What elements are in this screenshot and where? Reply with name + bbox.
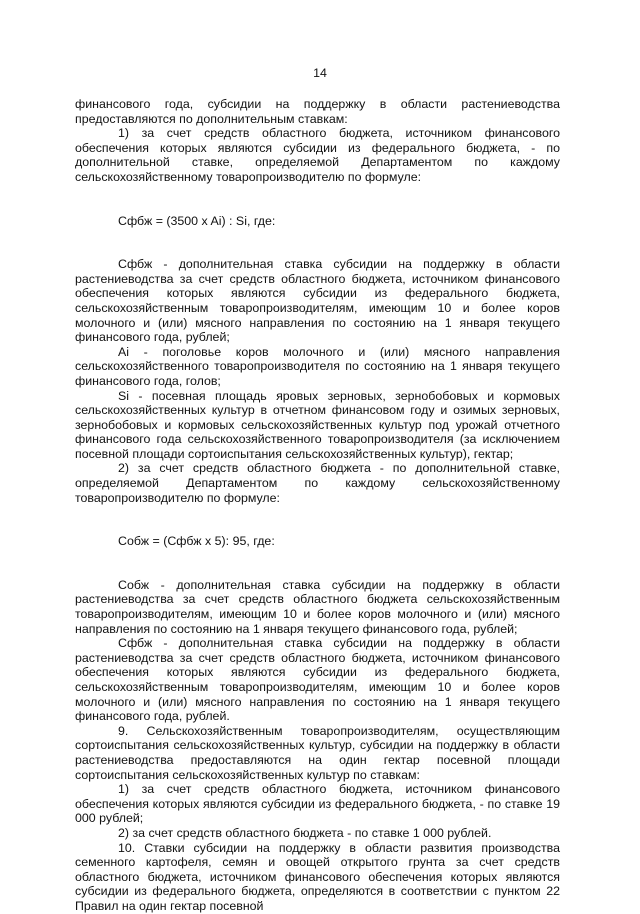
spacer — [75, 505, 560, 534]
paragraph-item-2: 2) за счет средств областного бюджета - по дополнительной ставке, определяемой Департаментом по каждому сельскохозяйственному товаропроизводителю по формуле: — [75, 461, 560, 505]
page-number: 14 — [313, 66, 327, 80]
document-body — [75, 97, 560, 914]
formula-sfbzh: Сфбж = (3500 x Ai) : Si, где: — [118, 213, 276, 228]
definition-sfbzh-2: Сфбж - дополнительная ставка субсидии на поддержку в области растениеводства за счет средств областного бюджета, источником финансового обеспечения которых являются субсидии из федерального бюджета, сельскохозяйственным товаропроизводителям, имеющим 10 и более коров молочного и (или) мясного направления по состоянию на 1 января текущего финансового года, рублей. — [75, 636, 560, 724]
paragraph-continuation: финансового года, субсидии на поддержку в области растениеводства предоставляются по дополнительным ставкам: — [75, 97, 560, 126]
definition-si: Si - посевная площадь яровых зерновых, зернобобовых и кормовых сельскохозяйственных культур в отчетном финансовом году и озимых зерновых, зернобобовых и кормовых сельскохозяйственных культур под урожай отчетного финансового года сельскохозяйственного товаропроизводителя (за исключением посевной площади сортоиспытания сельскохозяйственных культур), гектар; — [75, 388, 560, 461]
spacer — [75, 549, 560, 578]
paragraph-9: 9. Сельскохозяйственным товаропроизводителям, осуществляющим сортоиспытания сельскохозяйственных культур, субсидии на поддержку в области растениеводства предоставляются на один гектар посевной площади сортоиспытания сельскохозяйственных культур по ставкам: — [75, 723, 560, 782]
paragraph-9-item-1: 1) за счет средств областного бюджета, источником финансового обеспечения которых являются субсидии из федерального бюджета, - по ставке 19 000 рублей; — [75, 782, 560, 826]
definition-ai: Ai - поголовье коров молочного и (или) мясного направления сельскохозяйственного товаропроизводителя по состоянию на 1 января текущего финансового года, голов; — [75, 344, 560, 388]
spacer — [75, 228, 560, 257]
paragraph-10: 10. Ставки субсидии на поддержку в области развития производства семенного картофеля, семян и овощей открытого грунта за счет средств областного бюджета, источником финансового обеспечения которых являются субсидии из федерального бюджета, определяются в соответствии с пунктом 22 Правил на один гектар посевной — [75, 840, 560, 913]
paragraph-item-1: 1) за счет средств областного бюджета, источником финансового обеспечения которых являются субсидии из федерального бюджета, - по дополнительной ставке, определяемой Департаментом по каждому сельскохозяйственному товаропроизводителю по формуле: — [75, 126, 560, 184]
formula-sobzh: Собж = (Сфбж x 5): 95, где: — [118, 534, 275, 549]
paragraph-9-item-2: 2) за счет средств областного бюджета - по ставке 1 000 рублей. — [118, 825, 492, 840]
spacer — [75, 185, 560, 214]
definition-sfbzh: Сфбж - дополнительная ставка субсидии на поддержку в области растениеводства за счет средств областного бюджета, источником финансового обеспечения которых являются субсидии из федерального бюджета, сельскохозяйственным товаропроизводителям, имеющим 10 и более коров молочного и (или) мясного направления по состоянию на 1 января текущего финансового года, рублей; — [75, 257, 560, 345]
definition-sobzh: Собж - дополнительная ставка субсидии на поддержку в области растениеводства за счет средств областного бюджета сельскохозяйственным товаропроизводителям, имеющим 10 и более коров молочного и (или) мясного направления по состоянию на 1 января текущего финансового года, рублей; — [75, 577, 560, 636]
